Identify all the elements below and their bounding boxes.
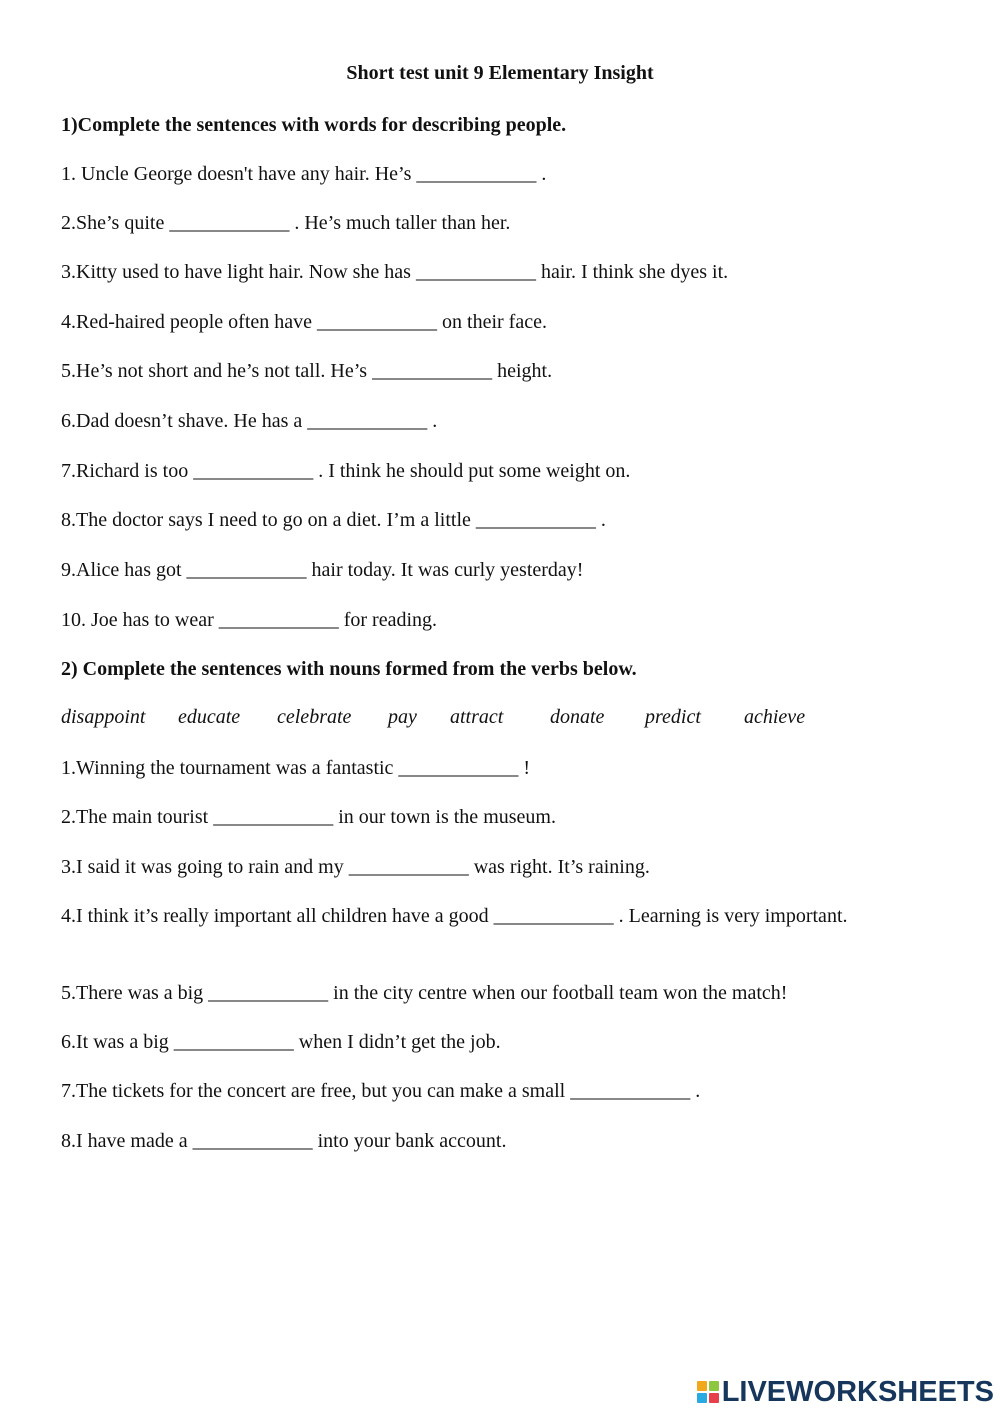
section2-item-7: 7.The tickets for the concert are free, but you can make a small ____________ . bbox=[61, 1080, 701, 1102]
section1-item-3: 3.Kitty used to have light hair. Now she has ____________ hair. I think she dyes it. bbox=[61, 261, 729, 283]
liveworksheets-logo bbox=[697, 1375, 994, 1409]
section1-item-2: 2.She’s quite ____________ . He’s much taller than her. bbox=[61, 212, 511, 234]
word-bank-word: predict bbox=[645, 706, 701, 728]
section1-item-10: 10. Joe has to wear ____________ for reading. bbox=[61, 609, 438, 631]
word-bank-word: attract bbox=[450, 706, 504, 728]
word-bank-word: educate bbox=[178, 706, 241, 728]
section2-item-1: 1.Winning the tournament was a fantastic ____________ ! bbox=[61, 757, 531, 779]
section1-item-9: 9.Alice has got ____________ hair today. It was curly yesterday! bbox=[61, 559, 584, 581]
section2-item-2: 2.The main tourist ____________ in our town is the museum. bbox=[61, 806, 556, 828]
section1-heading: 1)Complete the sentences with words for describing people. bbox=[61, 114, 567, 136]
section2-item-6: 6.It was a big ____________ when I didn’t get the job. bbox=[61, 1031, 501, 1053]
section1-item-1: 1. Uncle George doesn't have any hair. He’s ____________ . bbox=[61, 163, 547, 185]
word-bank-word: achieve bbox=[744, 706, 806, 728]
page-title: Short test unit 9 Elementary Insight bbox=[346, 62, 654, 84]
section1-item-5: 5.He’s not short and he’s not tall. He’s ____________ height. bbox=[61, 360, 553, 382]
word-bank-word: donate bbox=[550, 706, 605, 728]
word-bank-word: pay bbox=[388, 706, 417, 728]
section2-heading: 2) Complete the sentences with nouns formed from the verbs below. bbox=[61, 658, 637, 680]
section1-item-7: 7.Richard is too ____________ . I think he should put some weight on. bbox=[61, 460, 631, 482]
word-bank-word: disappoint bbox=[61, 706, 146, 728]
section1-item-6: 6.Dad doesn’t shave. He has a ____________ . bbox=[61, 410, 438, 432]
section1-item-4: 4.Red-haired people often have ____________ on their face. bbox=[61, 311, 547, 333]
logo-text: LIVEWORKSHEETS bbox=[721, 1375, 994, 1408]
section2-item-8: 8.I have made a ____________ into your bank account. bbox=[61, 1130, 507, 1152]
word-bank-word: celebrate bbox=[277, 706, 352, 728]
section2-item-5: 5.There was a big ____________ in the city centre when our football team won the match! bbox=[61, 982, 788, 1004]
section2-item-4: 4.I think it’s really important all children have a good ____________ . Learning is very important. bbox=[61, 905, 848, 927]
section2-item-3: 3.I said it was going to rain and my ____________ was right. It’s raining. bbox=[61, 856, 650, 878]
section1-item-8: 8.The doctor says I need to go on a diet. I’m a little ____________ . bbox=[61, 509, 606, 531]
logo-grid-icon bbox=[697, 1381, 719, 1403]
